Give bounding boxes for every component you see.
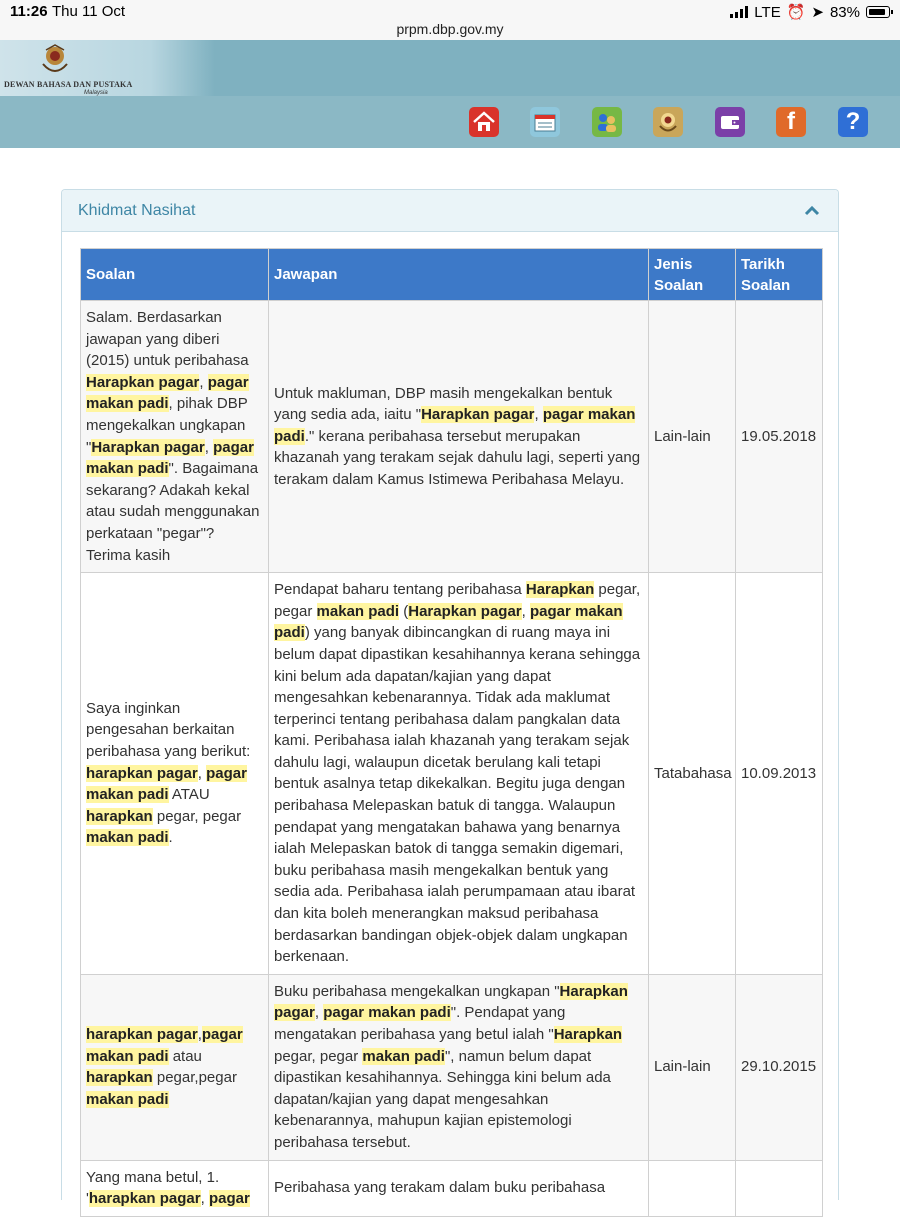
highlighted-term: harapkan (86, 807, 153, 825)
text-segment: , (199, 373, 208, 391)
text-segment: Buku peribahasa mengekalkan ungkapan " (274, 982, 560, 1000)
cell-soalan (81, 1160, 269, 1216)
text-segment: ". Bagaimana sekarang? Adakah kekal atau sudah menggunakan perkataan "pegar"? Terima kasih (86, 460, 260, 564)
cell-jenis-soalan (649, 1160, 736, 1216)
text-segment: , (200, 1190, 209, 1208)
panel-header[interactable] (62, 190, 838, 232)
highlighted-term: harapkan (86, 1069, 153, 1087)
highlighted-term: pagar makan padi (323, 1004, 451, 1022)
text-segment: ATAU (168, 786, 210, 804)
table-body (81, 301, 823, 1217)
highlighted-term: pagar makan padi (274, 406, 636, 445)
alarm-icon: ⏰ (786, 4, 806, 21)
cell-tarikh-soalan: 19.05.2018 (736, 301, 823, 573)
highlighted-term: makan padi (362, 1047, 445, 1065)
advice-panel (61, 189, 839, 1208)
cell-jawapan (269, 301, 649, 573)
cell-tarikh-soalan: 29.10.2015 (736, 974, 823, 1160)
text-segment: , (521, 602, 530, 620)
text-segment: ". Pendapat yang mengatakan peribahasa yang betul ialah " (274, 1004, 566, 1043)
cell-jawapan (269, 573, 649, 975)
cell-tarikh-soalan (736, 1160, 823, 1216)
text-segment: . (168, 829, 173, 847)
highlighted-term: makan padi (316, 602, 400, 620)
text-segment: Pendapat baharu tentang peribahasa (274, 581, 526, 599)
status-date: Thu 11 Oct (52, 3, 126, 20)
status-time: 11:26 (10, 3, 48, 20)
text-segment: Yang mana betul, 1. ' (86, 1168, 220, 1208)
highlighted-term: pagar makan padi (86, 764, 247, 804)
highlighted-term: Harapkan pagar (421, 406, 535, 424)
header-jawapan[interactable]: Jawapan (269, 249, 649, 301)
wallet-icon[interactable] (715, 107, 745, 137)
signal-icon (730, 6, 748, 18)
text-segment: Peribahasa yang terakam dalam buku peribahasa (274, 1179, 606, 1197)
cell-soalan (81, 573, 269, 975)
battery-percent: 83% (829, 3, 860, 21)
text-segment: ) yang banyak dibincangkan di ruang maya ini belum dapat dipastikan kesahihannya kerana sehingga kini belum ada dapatan/kajian yang dapat mengesahkan kebenarannya. Tidak ada maklumat terperinci tentang peribahasa dalam pangkalan data kami. Peribahasa ialah khazanah yang terakam sejak dahulu lagi, walaupun dicetak berulang kali tetapi bentuk asalnya tetap dikekalkan. Begitu juga dengan peribahasa Melepaskan batuk di tangga. Walaupun pendapat yang mengatakan bahawa yang benarnya ialah Melepaskan batok di tangga semakin digemari, buku peribahasa masih mengekalkan bentuk yang sedia ada. Peribahasa ialah perumpamaan atau ibarat dan kita boleh menerangkan maksud peribahasa berdasarkan bandingan objek-objek dalam ungkapan berkenaan. (274, 624, 641, 966)
highlighted-term: harapkan pagar (86, 1026, 198, 1043)
panel-title: Khidmat Nasihat (78, 202, 196, 219)
calendar-icon[interactable] (530, 107, 560, 137)
users-icon[interactable] (592, 107, 622, 137)
help-icon[interactable]: ? (838, 107, 868, 137)
cell-jenis-soalan: Lain-lain (649, 301, 736, 573)
text-segment: , (204, 438, 214, 456)
crest-icon[interactable] (653, 107, 683, 137)
header-tarikh-soalan[interactable]: Tarikh Soalan (736, 249, 823, 301)
highlighted-term: pagar makan padi (274, 602, 623, 642)
highlighted-term: makan padi (86, 1090, 169, 1108)
highlighted-term: pagar (208, 1190, 250, 1208)
home-icon[interactable] (469, 107, 499, 137)
table-row (81, 301, 823, 573)
text-segment: pegar, pegar (274, 1047, 363, 1065)
text-segment: ", namun belum dapat dipastikan kesahihannya. Sehingga kini belum ada dapatan/kajian yang dapat mengesahkan kebenarannya, mahupun kajian epistemologi peribahasa tersebut. (274, 1047, 611, 1151)
text-segment: Saya inginkan pengesahan berkaitan peribahasa yang berikut: (86, 699, 251, 761)
header-nav (0, 107, 900, 139)
highlighted-term: harapkan pagar (86, 764, 198, 782)
highlighted-term: pagar makan padi (86, 373, 249, 413)
text-segment: , (197, 1026, 202, 1043)
text-segment: pegar, pegar (274, 581, 641, 620)
network-label: LTE (754, 3, 781, 21)
highlighted-term: Harapkan (525, 581, 595, 599)
text-segment: atau (168, 1047, 202, 1065)
highlighted-term: Harapkan pagar (274, 982, 628, 1022)
highlighted-term: Harapkan pagar (408, 602, 522, 620)
highlighted-term: harapkan pagar (88, 1190, 201, 1208)
text-segment: , pihak DBP mengekalkan ungkapan " (86, 395, 248, 456)
chevron-up-icon[interactable] (804, 204, 820, 216)
status-bar (0, 0, 900, 40)
address-bar-url[interactable]: prpm.dbp.gov.my (396, 21, 504, 37)
table-row (81, 573, 823, 975)
text-segment: ( (399, 602, 409, 620)
location-icon: ➤ (811, 4, 824, 21)
text-segment: , (197, 764, 207, 782)
highlighted-term: pagar makan padi (86, 438, 254, 478)
highlighted-term: pagar makan padi (86, 1026, 243, 1065)
highlighted-term: Harapkan pagar (86, 373, 200, 391)
facebook-icon[interactable]: f (776, 107, 806, 137)
text-segment: ." kerana peribahasa tersebut merupakan khazanah yang terakam sejak dahulu lagi, seperti yang terakam dalam Kamus Istimewa Peribahasa Melayu. (274, 427, 641, 488)
cell-tarikh-soalan: 10.09.2013 (736, 573, 823, 975)
text-segment: Salam. Berdasarkan jawapan yang diberi (2015) untuk peribahasa (86, 309, 249, 370)
status-indicators (730, 3, 890, 21)
logo-subtitle: Malaysia (84, 90, 108, 96)
cell-jawapan (269, 974, 649, 1160)
logo-text: DEWAN BAHASA DAN PUSTAKA (4, 80, 133, 89)
highlighted-term: Harapkan pagar (91, 438, 205, 456)
advice-table (80, 248, 823, 1217)
highlighted-term: Harapkan (553, 1026, 623, 1043)
text-segment: pegar,pegar (152, 1069, 237, 1087)
text-segment: , (314, 1004, 324, 1022)
header-jenis-soalan[interactable]: Jenis Soalan (649, 249, 736, 301)
table-header-row (81, 249, 823, 301)
text-segment: pegar, pegar (152, 807, 242, 825)
table-row (81, 1160, 823, 1216)
cell-jawapan (269, 1160, 649, 1216)
battery-icon (866, 6, 890, 18)
text-segment: Untuk makluman, DBP masih mengekalkan bentuk yang sedia ada, iaitu " (274, 384, 613, 424)
cell-soalan (81, 974, 269, 1160)
cell-jenis-soalan: Lain-lain (649, 974, 736, 1160)
cell-soalan (81, 301, 269, 573)
cell-jenis-soalan: Tatabahasa (649, 573, 736, 975)
crest-logo-icon (40, 44, 70, 78)
table-row (81, 974, 823, 1160)
header-soalan[interactable]: Soalan (81, 249, 269, 301)
highlighted-term: makan padi (86, 829, 169, 847)
site-logo[interactable] (0, 40, 215, 98)
text-segment: , (534, 406, 543, 424)
